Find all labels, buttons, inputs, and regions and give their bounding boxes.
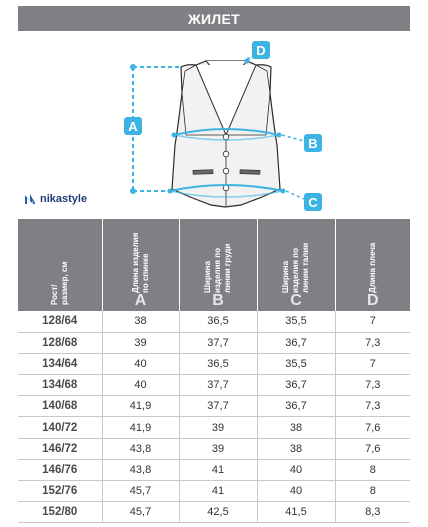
size-cell: 152/80 [18, 502, 102, 523]
brand [24, 193, 87, 205]
size-cell: 134/64 [18, 353, 102, 374]
table-row [18, 438, 410, 459]
svg-text:D: D [256, 43, 266, 58]
value-cell: 41 [179, 459, 257, 480]
value-cell: 45,7 [102, 502, 179, 523]
svg-text:A: A [128, 119, 138, 134]
value-cell: 7,6 [335, 417, 410, 438]
marker-a [124, 117, 142, 135]
value-cell: 40 [257, 459, 335, 480]
value-cell: 8,3 [335, 502, 410, 523]
size-cell: 128/64 [18, 311, 102, 332]
table-row [18, 332, 410, 353]
value-cell: 7 [335, 311, 410, 332]
header-shoulder-length: Длина плеча D [335, 219, 410, 311]
value-cell: 36,7 [257, 332, 335, 353]
table-row [18, 353, 410, 374]
value-cell: 41,5 [257, 502, 335, 523]
pocket [193, 170, 213, 175]
value-cell: 37,7 [179, 396, 257, 417]
value-cell: 41 [179, 481, 257, 502]
value-cell: 36,7 [257, 375, 335, 396]
value-cell: 35,5 [257, 353, 335, 374]
button [223, 168, 229, 174]
value-cell: 37,7 [179, 332, 257, 353]
value-cell: 36,7 [257, 396, 335, 417]
size-cell: 128/68 [18, 332, 102, 353]
table-row [18, 311, 410, 332]
header-chest-width: Ширина изделия по линии груди B [179, 219, 257, 311]
value-cell: 41,9 [102, 396, 179, 417]
size-table [18, 219, 410, 523]
vest-diagram [0, 31, 428, 219]
marker-c [304, 193, 322, 211]
value-cell: 43,8 [102, 438, 179, 459]
value-cell: 7,3 [335, 332, 410, 353]
value-cell: 41,9 [102, 417, 179, 438]
button [223, 134, 229, 140]
pocket [240, 170, 260, 175]
table-row [18, 417, 410, 438]
header-size: Рост/ размер, см [18, 219, 102, 311]
size-cell: 152/76 [18, 481, 102, 502]
value-cell: 36,5 [179, 311, 257, 332]
value-cell: 7,6 [335, 438, 410, 459]
value-cell: 43,8 [102, 459, 179, 480]
value-cell: 36,5 [179, 353, 257, 374]
value-cell: 42,5 [179, 502, 257, 523]
size-cell: 140/72 [18, 417, 102, 438]
marker-b [304, 134, 322, 152]
value-cell: 38 [257, 438, 335, 459]
value-cell: 35,5 [257, 311, 335, 332]
table-header-row [18, 219, 410, 311]
value-cell: 45,7 [102, 481, 179, 502]
header-waist-width: Ширина изделия по линии талии C [257, 219, 335, 311]
table-row [18, 396, 410, 417]
value-cell: 39 [102, 332, 179, 353]
table-row [18, 502, 410, 523]
header-back-length: Длина изделия по спинке A [102, 219, 179, 311]
nikastyle-logo-icon [24, 193, 36, 205]
page-title: ЖИЛЕТ [18, 6, 410, 31]
value-cell: 40 [257, 481, 335, 502]
svg-text:C: C [308, 195, 318, 210]
svg-text:B: B [308, 136, 318, 151]
table-row [18, 459, 410, 480]
button [223, 151, 229, 157]
table-row [18, 481, 410, 502]
value-cell: 8 [335, 459, 410, 480]
brand-name: nikastyle [40, 193, 88, 205]
size-cell: 140/68 [18, 396, 102, 417]
size-cell: 146/76 [18, 459, 102, 480]
value-cell: 40 [102, 375, 179, 396]
value-cell: 39 [179, 417, 257, 438]
value-cell: 7,3 [335, 396, 410, 417]
button [223, 185, 229, 191]
size-cell: 134/68 [18, 375, 102, 396]
value-cell: 39 [179, 438, 257, 459]
size-cell: 146/72 [18, 438, 102, 459]
value-cell: 7 [335, 353, 410, 374]
value-cell: 8 [335, 481, 410, 502]
table-row [18, 375, 410, 396]
marker-d [252, 41, 270, 59]
value-cell: 38 [102, 311, 179, 332]
value-cell: 40 [102, 353, 179, 374]
value-cell: 37,7 [179, 375, 257, 396]
value-cell: 7,3 [335, 375, 410, 396]
value-cell: 38 [257, 417, 335, 438]
